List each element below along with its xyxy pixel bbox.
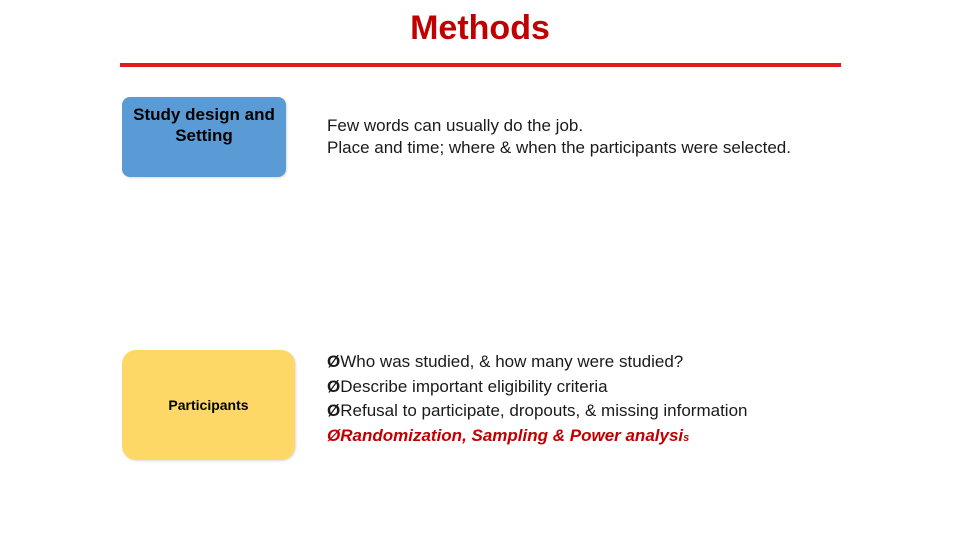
list-item	[327, 399, 748, 424]
study-design-label: Study design and Setting	[133, 105, 275, 145]
page-title: Methods	[410, 9, 550, 47]
study-design-box	[122, 97, 286, 177]
arrow-bullet-icon: Ø	[327, 376, 341, 396]
participants-emphasis-tail: s	[683, 431, 690, 444]
study-design-text	[327, 115, 791, 159]
participants-bullet-3: Refusal to participate, dropouts, & missing information	[340, 401, 748, 420]
list-item	[327, 375, 748, 400]
arrow-bullet-icon: Ø	[327, 401, 341, 420]
participants-emphasis: Randomization, Sampling & Power analysi	[340, 425, 684, 445]
title-underline	[120, 63, 841, 67]
arrow-bullet-icon: Ø	[327, 425, 341, 445]
study-design-line-1: Few words can usually do the job.	[327, 116, 584, 135]
study-design-line-2: Place and time; where & when the participants were selected.	[327, 138, 791, 157]
participants-bullet-2: Describe important eligibility criteria	[340, 376, 608, 396]
participants-list	[327, 350, 748, 450]
list-item	[327, 424, 748, 451]
participants-bullet-1: Who was studied, & how many were studied?	[340, 352, 684, 371]
participants-label: Participants	[168, 397, 249, 413]
participants-box	[122, 350, 295, 460]
list-item	[327, 350, 748, 375]
arrow-bullet-icon: Ø	[327, 352, 341, 371]
